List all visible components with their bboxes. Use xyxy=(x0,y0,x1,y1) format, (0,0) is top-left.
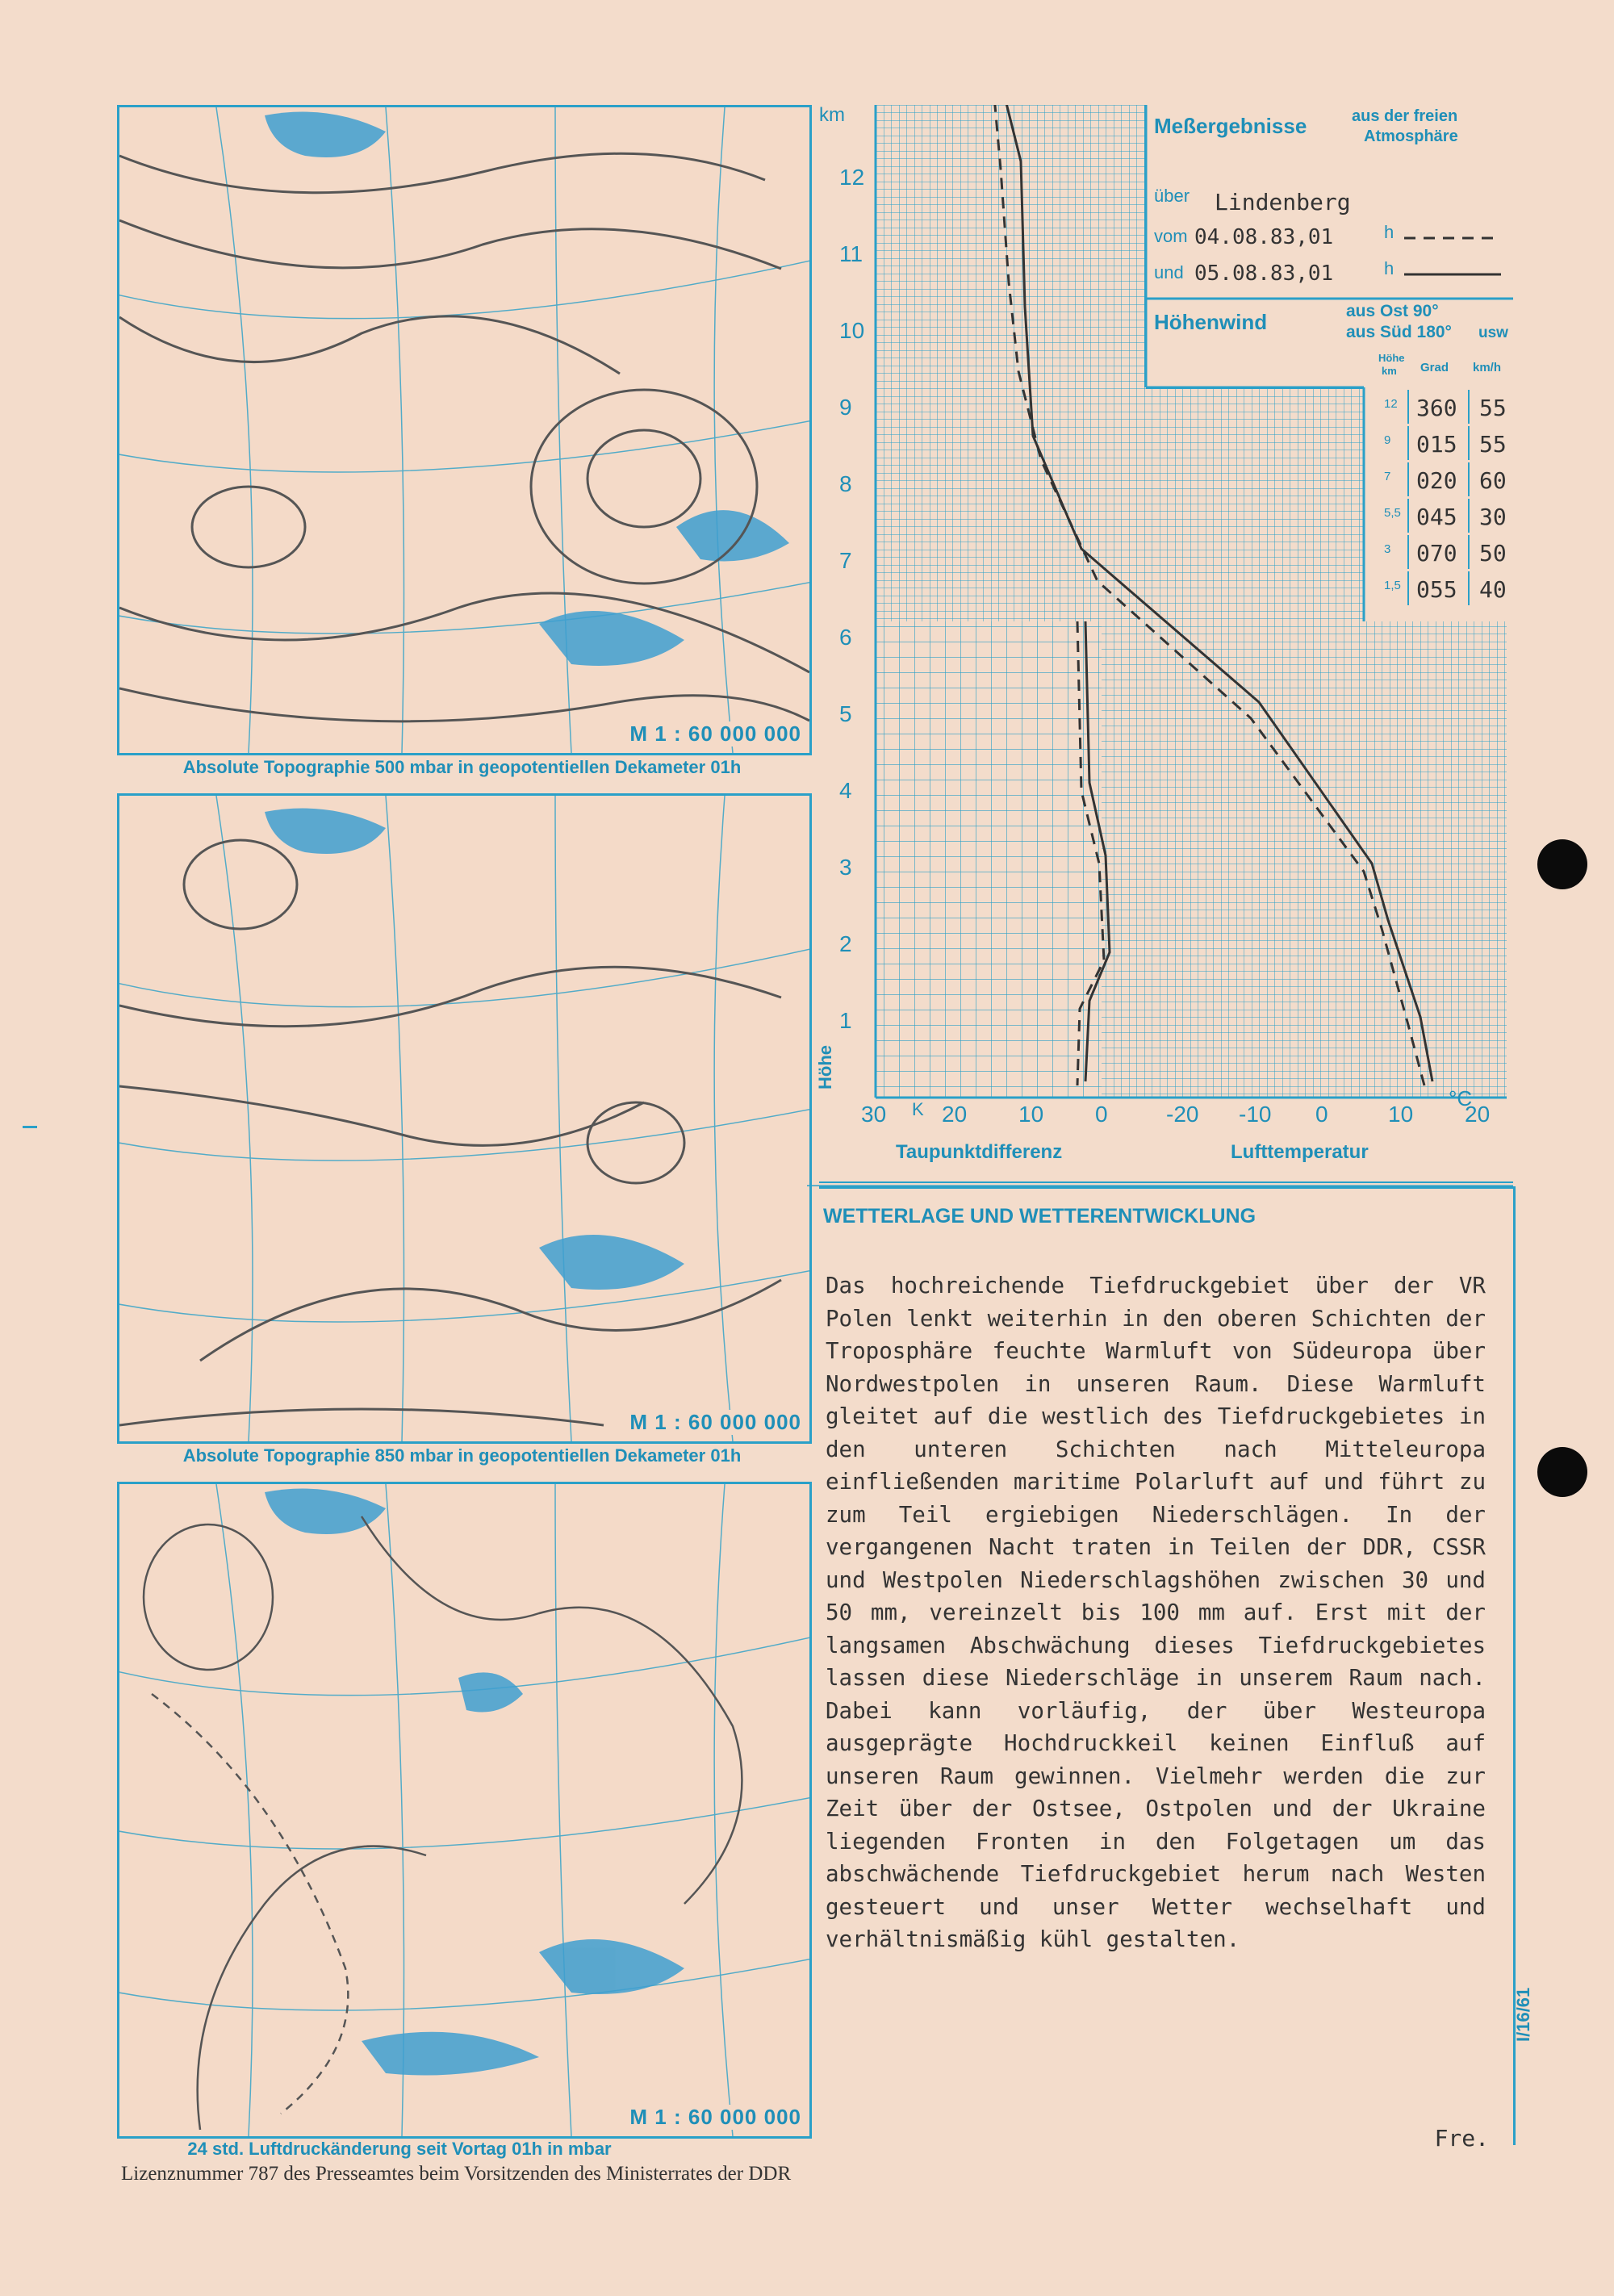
dewpoint-tick-label: 10 xyxy=(1018,1102,1044,1127)
dewpoint-tick-label: 20 xyxy=(942,1102,968,1127)
from-label: vom xyxy=(1154,226,1188,246)
wind-row-degree: 360 xyxy=(1416,395,1457,421)
y-tick-label: 12 xyxy=(839,165,865,190)
wind-row-speed: 30 xyxy=(1479,504,1507,530)
wind-usw: usw xyxy=(1478,324,1508,341)
wind-row-speed: 50 xyxy=(1479,540,1507,567)
punch-hole-bottom xyxy=(1537,1447,1587,1497)
punch-hole-top xyxy=(1537,839,1587,889)
license-line: Lizenznummer 787 des Presseamtes beim Vorsitzenden des Ministerrates der DDR xyxy=(121,2163,792,2185)
map-pressure-change xyxy=(117,1482,812,2139)
y-tick-label: 4 xyxy=(839,778,852,803)
map-850mbar-caption: Absolute Topographie 850 mbar in geopotentiellen Dekameter 01h xyxy=(182,1445,742,1466)
wind-south: aus Süd 180° xyxy=(1346,323,1452,341)
to-hour: h xyxy=(1384,258,1394,278)
sounding-diagram xyxy=(807,105,1513,1186)
from-date: 04.08.83,01 xyxy=(1194,225,1334,249)
wind-row-degree: 015 xyxy=(1416,431,1457,458)
dewpoint-axis-label: Taupunktdifferenz xyxy=(896,1141,1063,1163)
wind-row-degree: 045 xyxy=(1416,504,1457,530)
map-pressure-change-scale: M 1 : 60 000 000 xyxy=(629,2105,801,2129)
wind-col-degree: Grad xyxy=(1420,361,1449,374)
station-name: Lindenberg xyxy=(1215,189,1351,215)
margin-mark xyxy=(23,1126,37,1128)
dewpoint-tick-label: 0 xyxy=(1095,1102,1108,1127)
temperature-tick-label: -10 xyxy=(1239,1102,1272,1127)
wind-row-speed: 60 xyxy=(1479,467,1507,494)
y-tick-label: 5 xyxy=(839,701,852,726)
dewpoint-tick-label: 30 xyxy=(861,1102,887,1127)
temperature-tick-label: 10 xyxy=(1388,1102,1414,1127)
results-title-suffix-2: Atmosphäre xyxy=(1364,128,1458,145)
results-title: Meßergebnisse xyxy=(1154,114,1307,138)
to-label: und xyxy=(1154,262,1184,282)
y-tick-label: 9 xyxy=(839,395,852,420)
wind-row-height: 1,5 xyxy=(1384,579,1401,592)
y-tick-label: 7 xyxy=(839,548,852,573)
y-tick-label: 11 xyxy=(839,241,863,266)
wind-row-speed: 40 xyxy=(1479,576,1507,603)
weather-body: Das hochreichende Tiefdruckgebiet über der VR Polen lenkt weiterhin in den oberen Schichten der Troposphäre feuchte Warmluft von Südeuropa über Nordwestpolen in unseren Raum. Diese Warmluft gleitet auf die westlich des Tiefdruckgebietes in den unteren Schichten nach Mitteleuropa einfließenden maritime Polarluft auf und führt zu zum Teil ergiebigen Niederschlägen. In der vergangenen Nacht traten in Teilen der DDR, CSSR und Westpolen Niederschlagshöhen zwischen 30 und 50 mm, vereinzelt bis 100 mm auf. Erst mit der langsamen Abschwächung dieses Tiefdruckgebietes lassen diese Niederschläge in unserem Raum nach. Dabei kann vorläufig, der über Westeuropa ausgeprägte Hochdruckkeil keinen Einfluß auf unseren Raum gewinnen. Vielmehr werden die zur Zeit über der Ostsee, Ostpolen und der Ukraine liegenden Fronten in den Folgetagen um das abschwächende Tiefdruckgebiet herum nach Westen gesteuert und unser Wetter wechselhaft und verhältnismäßig kühl gestalten. xyxy=(826,1273,1486,1952)
signature: Fre. xyxy=(1434,2125,1489,2152)
wind-col-height-1: Höhe xyxy=(1378,352,1405,364)
wind-row-height: 3 xyxy=(1384,542,1391,556)
unit-c: °C xyxy=(1449,1086,1473,1110)
sounding-chart xyxy=(807,105,1513,1186)
weather-text-panel xyxy=(819,1186,1516,2152)
over-label: über xyxy=(1154,186,1190,206)
wind-row-degree: 020 xyxy=(1416,467,1457,494)
wind-row-degree: 055 xyxy=(1416,576,1457,603)
wind-row-degree: 070 xyxy=(1416,540,1457,567)
unit-km: km xyxy=(819,105,845,126)
wind-row-speed: 55 xyxy=(1479,431,1507,458)
wind-col-speed: km/h xyxy=(1473,361,1502,374)
wind-row-height: 12 xyxy=(1384,397,1398,411)
map-850mbar-scale: M 1 : 60 000 000 xyxy=(629,1410,801,1434)
y-tick-label: 10 xyxy=(839,318,865,343)
map-500mbar xyxy=(117,105,812,755)
y-tick-label: 1 xyxy=(839,1008,852,1033)
wind-col-height-2: km xyxy=(1382,365,1397,377)
wind-title: Höhenwind xyxy=(1154,310,1268,334)
map-500mbar-drawing xyxy=(119,107,809,753)
altitude-axis-label: Höhe xyxy=(815,1045,835,1089)
results-title-suffix-1: aus der freien xyxy=(1352,107,1458,125)
map-pressure-change-drawing xyxy=(119,1484,809,2136)
map-850mbar-drawing xyxy=(119,796,809,1441)
wind-row-height: 9 xyxy=(1384,433,1391,447)
y-tick-label: 2 xyxy=(839,931,852,956)
y-tick-label: 6 xyxy=(839,625,852,650)
wind-east: aus Ost 90° xyxy=(1346,302,1439,320)
temperature-tick-label: -20 xyxy=(1166,1102,1199,1127)
to-date: 05.08.83,01 xyxy=(1194,261,1334,286)
map-500mbar-scale: M 1 : 60 000 000 xyxy=(629,721,801,746)
temperature-tick-label: 0 xyxy=(1315,1102,1328,1127)
y-tick-label: 3 xyxy=(839,855,852,880)
wind-row-height: 5,5 xyxy=(1384,506,1401,520)
map-850mbar xyxy=(117,793,812,1444)
temperature-tick-label: 20 xyxy=(1465,1102,1491,1127)
map-500mbar-caption: Absolute Topographie 500 mbar in geopotentiellen Dekameter 01h xyxy=(182,757,742,777)
temperature-axis-label: Lufttemperatur xyxy=(1231,1141,1369,1163)
wind-row-speed: 55 xyxy=(1479,395,1507,421)
wind-row-height: 7 xyxy=(1384,470,1391,483)
side-code: I/16/61 xyxy=(1513,1987,1533,2042)
map-pressure-change-caption: 24 std. Luftdruckänderung seit Vortag 01h in mbar xyxy=(187,2139,612,2159)
maps-column xyxy=(117,105,807,2159)
from-hour: h xyxy=(1384,222,1394,242)
unit-k: K xyxy=(912,1099,924,1119)
weather-heading: WETTERLAGE UND WETTERENTWICKLUNG xyxy=(823,1205,1256,1227)
y-tick-label: 8 xyxy=(839,471,852,496)
